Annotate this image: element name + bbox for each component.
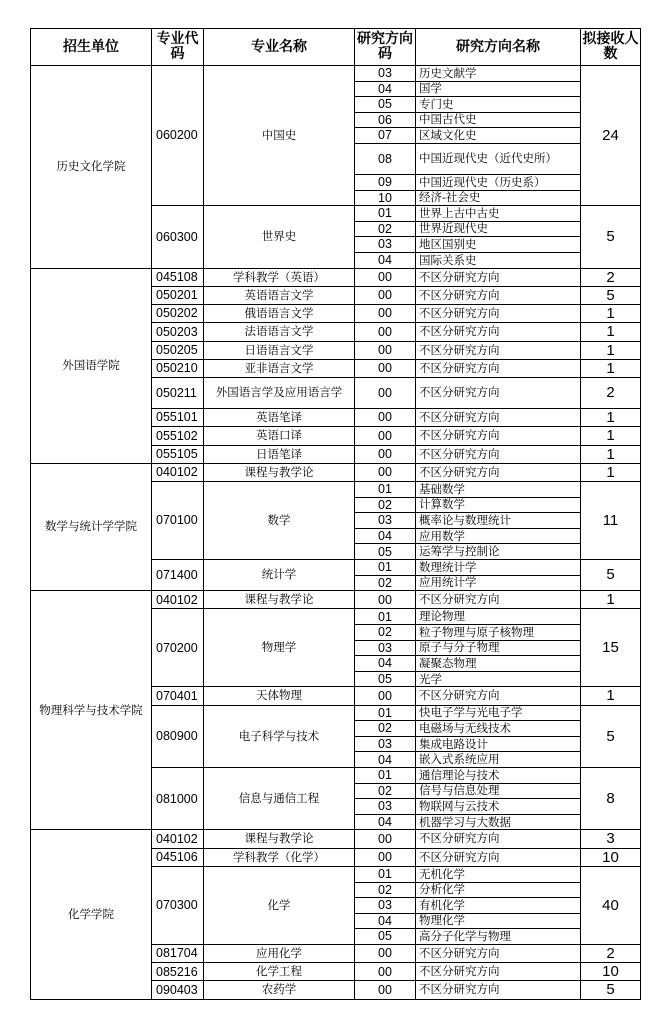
major-name: 应用化学 xyxy=(204,944,355,962)
direction-code: 00 xyxy=(355,409,416,427)
major-name: 数学 xyxy=(204,482,355,560)
quota-value: 10 xyxy=(581,963,641,981)
direction-code: 00 xyxy=(355,268,416,286)
direction-name: 信号与信息处理 xyxy=(416,783,581,799)
major-name: 电子科学与技术 xyxy=(204,705,355,767)
major-code: 040102 xyxy=(152,591,204,609)
direction-name: 嵌入式系统应用 xyxy=(416,752,581,768)
direction-code: 02 xyxy=(355,882,416,898)
direction-name: 不区分研究方向 xyxy=(416,687,581,705)
quota-value: 2 xyxy=(581,944,641,962)
direction-code: 00 xyxy=(355,445,416,463)
direction-name: 不区分研究方向 xyxy=(416,305,581,323)
major-code: 070200 xyxy=(152,609,204,687)
major-code: 050211 xyxy=(152,378,204,409)
direction-code: 01 xyxy=(355,705,416,721)
header-direction-name: 研究方向名称 xyxy=(416,29,581,66)
table-row xyxy=(31,268,641,286)
direction-name: 应用统计学 xyxy=(416,575,581,591)
direction-name: 不区分研究方向 xyxy=(416,359,581,377)
direction-name: 集成电路设计 xyxy=(416,736,581,752)
direction-name: 不区分研究方向 xyxy=(416,944,581,962)
major-name: 俄语语言文学 xyxy=(204,305,355,323)
major-name: 学科教学（英语） xyxy=(204,268,355,286)
header-major-code: 专业代码 xyxy=(152,29,204,66)
direction-code: 01 xyxy=(355,560,416,576)
direction-name: 基础数学 xyxy=(416,482,581,498)
major-name: 统计学 xyxy=(204,560,355,591)
major-name: 英语口译 xyxy=(204,427,355,445)
direction-name: 光学 xyxy=(416,671,581,687)
direction-name: 不区分研究方向 xyxy=(416,268,581,286)
direction-code: 08 xyxy=(355,143,416,174)
table-row xyxy=(31,591,641,609)
quota-value: 5 xyxy=(581,981,641,999)
direction-code: 01 xyxy=(355,768,416,784)
major-name: 课程与教学论 xyxy=(204,591,355,609)
header-direction-code: 研究方向码 xyxy=(355,29,416,66)
quota-value: 24 xyxy=(581,66,641,206)
direction-name: 国学 xyxy=(416,81,581,97)
direction-name: 区域文化史 xyxy=(416,128,581,144)
direction-name: 不区分研究方向 xyxy=(416,286,581,304)
table-row xyxy=(31,830,641,848)
direction-name: 专门史 xyxy=(416,97,581,113)
direction-code: 00 xyxy=(355,341,416,359)
quota-value: 10 xyxy=(581,848,641,866)
major-name: 化学工程 xyxy=(204,963,355,981)
quota-value: 15 xyxy=(581,609,641,687)
direction-name: 无机化学 xyxy=(416,866,581,882)
direction-name: 机器学习与大数据 xyxy=(416,814,581,830)
direction-name: 应用数学 xyxy=(416,528,581,544)
direction-code: 03 xyxy=(355,66,416,82)
direction-code: 02 xyxy=(355,721,416,737)
direction-code: 03 xyxy=(355,736,416,752)
direction-name: 计算数学 xyxy=(416,497,581,513)
major-code: 040102 xyxy=(152,463,204,481)
major-name: 亚非语言文学 xyxy=(204,359,355,377)
direction-code: 00 xyxy=(355,286,416,304)
quota-value: 1 xyxy=(581,591,641,609)
direction-code: 05 xyxy=(355,97,416,113)
direction-name: 不区分研究方向 xyxy=(416,830,581,848)
direction-code: 01 xyxy=(355,609,416,625)
major-code: 060200 xyxy=(152,66,204,206)
direction-code: 03 xyxy=(355,513,416,529)
direction-code: 01 xyxy=(355,482,416,498)
table-body xyxy=(31,66,641,1000)
quota-value: 1 xyxy=(581,445,641,463)
direction-name: 中国古代史 xyxy=(416,112,581,128)
direction-code: 04 xyxy=(355,528,416,544)
major-name: 课程与教学论 xyxy=(204,463,355,481)
quota-value: 1 xyxy=(581,341,641,359)
direction-code: 00 xyxy=(355,687,416,705)
quota-value: 40 xyxy=(581,866,641,944)
direction-code: 05 xyxy=(355,544,416,560)
direction-code: 05 xyxy=(355,671,416,687)
major-name: 日语语言文学 xyxy=(204,341,355,359)
quota-value: 11 xyxy=(581,482,641,560)
major-code: 085216 xyxy=(152,963,204,981)
major-code: 050201 xyxy=(152,286,204,304)
table-row xyxy=(31,463,641,481)
direction-code: 06 xyxy=(355,112,416,128)
direction-code: 04 xyxy=(355,656,416,672)
direction-code: 02 xyxy=(355,625,416,641)
header-quota: 拟接收人数 xyxy=(581,29,641,66)
direction-name: 概率论与数理统计 xyxy=(416,513,581,529)
direction-code: 00 xyxy=(355,323,416,341)
major-name: 天体物理 xyxy=(204,687,355,705)
direction-code: 02 xyxy=(355,221,416,237)
direction-name: 世界近现代史 xyxy=(416,221,581,237)
direction-name: 不区分研究方向 xyxy=(416,378,581,409)
unit-name: 化学学院 xyxy=(31,830,152,999)
quota-value: 5 xyxy=(581,560,641,591)
quota-value: 1 xyxy=(581,687,641,705)
direction-code: 02 xyxy=(355,783,416,799)
direction-name: 历史文献学 xyxy=(416,66,581,82)
direction-code: 00 xyxy=(355,944,416,962)
direction-code: 05 xyxy=(355,929,416,945)
quota-value: 1 xyxy=(581,323,641,341)
direction-code: 00 xyxy=(355,963,416,981)
major-code: 055102 xyxy=(152,427,204,445)
quota-value: 2 xyxy=(581,268,641,286)
major-code: 070300 xyxy=(152,866,204,944)
major-code: 090403 xyxy=(152,981,204,999)
direction-name: 物联网与云技术 xyxy=(416,799,581,815)
quota-value: 1 xyxy=(581,463,641,481)
direction-code: 04 xyxy=(355,814,416,830)
quota-value: 5 xyxy=(581,286,641,304)
quota-value: 5 xyxy=(581,206,641,268)
direction-name: 经济-社会史 xyxy=(416,190,581,206)
direction-name: 凝聚态物理 xyxy=(416,656,581,672)
major-name: 课程与教学论 xyxy=(204,830,355,848)
major-name: 化学 xyxy=(204,866,355,944)
direction-name: 中国近现代史（历史系） xyxy=(416,174,581,190)
direction-name: 粒子物理与原子核物理 xyxy=(416,625,581,641)
table-row xyxy=(31,66,641,82)
direction-code: 09 xyxy=(355,174,416,190)
major-code: 045106 xyxy=(152,848,204,866)
header-major-name: 专业名称 xyxy=(204,29,355,66)
major-name: 中国史 xyxy=(204,66,355,206)
unit-name: 历史文化学院 xyxy=(31,66,152,269)
major-name: 英语笔译 xyxy=(204,409,355,427)
unit-name: 外国语学院 xyxy=(31,268,152,463)
direction-name: 不区分研究方向 xyxy=(416,427,581,445)
direction-name: 运筹学与控制论 xyxy=(416,544,581,560)
direction-code: 03 xyxy=(355,898,416,914)
direction-name: 不区分研究方向 xyxy=(416,409,581,427)
quota-value: 8 xyxy=(581,768,641,830)
direction-name: 数理统计学 xyxy=(416,560,581,576)
major-code: 070401 xyxy=(152,687,204,705)
major-name: 学科教学（化学） xyxy=(204,848,355,866)
direction-code: 00 xyxy=(355,359,416,377)
direction-code: 03 xyxy=(355,640,416,656)
direction-code: 00 xyxy=(355,427,416,445)
major-name: 农药学 xyxy=(204,981,355,999)
quota-value: 1 xyxy=(581,305,641,323)
direction-code: 10 xyxy=(355,190,416,206)
direction-code: 01 xyxy=(355,866,416,882)
direction-name: 不区分研究方向 xyxy=(416,591,581,609)
direction-code: 00 xyxy=(355,981,416,999)
major-code: 045108 xyxy=(152,268,204,286)
direction-code: 00 xyxy=(355,591,416,609)
unit-name: 物理科学与技术学院 xyxy=(31,591,152,830)
direction-name: 不区分研究方向 xyxy=(416,463,581,481)
direction-name: 不区分研究方向 xyxy=(416,848,581,866)
direction-name: 不区分研究方向 xyxy=(416,445,581,463)
direction-code: 00 xyxy=(355,830,416,848)
major-name: 法语语言文学 xyxy=(204,323,355,341)
direction-code: 02 xyxy=(355,575,416,591)
direction-code: 04 xyxy=(355,752,416,768)
major-code: 040102 xyxy=(152,830,204,848)
direction-code: 00 xyxy=(355,305,416,323)
header-row xyxy=(31,29,641,66)
direction-code: 04 xyxy=(355,81,416,97)
major-name: 外国语言学及应用语言学 xyxy=(204,378,355,409)
direction-name: 物理化学 xyxy=(416,913,581,929)
direction-code: 04 xyxy=(355,252,416,268)
direction-name: 通信理论与技术 xyxy=(416,768,581,784)
quota-value: 5 xyxy=(581,705,641,767)
quota-value: 1 xyxy=(581,359,641,377)
direction-name: 世界上古中古史 xyxy=(416,206,581,222)
major-code: 050205 xyxy=(152,341,204,359)
direction-code: 00 xyxy=(355,848,416,866)
admissions-table xyxy=(30,28,641,1000)
direction-name: 高分子化学与物理 xyxy=(416,929,581,945)
direction-code: 00 xyxy=(355,463,416,481)
major-code: 050202 xyxy=(152,305,204,323)
major-name: 信息与通信工程 xyxy=(204,768,355,830)
quota-value: 2 xyxy=(581,378,641,409)
unit-name: 数学与统计学学院 xyxy=(31,463,152,590)
quota-value: 1 xyxy=(581,409,641,427)
major-code: 055105 xyxy=(152,445,204,463)
major-code: 050210 xyxy=(152,359,204,377)
direction-name: 不区分研究方向 xyxy=(416,341,581,359)
direction-code: 00 xyxy=(355,378,416,409)
direction-name: 有机化学 xyxy=(416,898,581,914)
direction-name: 国际关系史 xyxy=(416,252,581,268)
direction-name: 不区分研究方向 xyxy=(416,963,581,981)
major-code: 080900 xyxy=(152,705,204,767)
direction-name: 理论物理 xyxy=(416,609,581,625)
direction-code: 04 xyxy=(355,913,416,929)
quota-value: 3 xyxy=(581,830,641,848)
major-name: 物理学 xyxy=(204,609,355,687)
direction-code: 03 xyxy=(355,237,416,253)
major-code: 081000 xyxy=(152,768,204,830)
direction-name: 原子与分子物理 xyxy=(416,640,581,656)
major-name: 英语语言文学 xyxy=(204,286,355,304)
direction-name: 地区国别史 xyxy=(416,237,581,253)
direction-name: 电磁场与无线技术 xyxy=(416,721,581,737)
major-code: 060300 xyxy=(152,206,204,268)
direction-code: 03 xyxy=(355,799,416,815)
direction-code: 07 xyxy=(355,128,416,144)
direction-name: 快电子学与光电子学 xyxy=(416,705,581,721)
header-unit: 招生单位 xyxy=(31,29,152,66)
direction-name: 不区分研究方向 xyxy=(416,981,581,999)
direction-name: 不区分研究方向 xyxy=(416,323,581,341)
direction-name: 中国近现代史（近代史所） xyxy=(416,143,581,174)
direction-code: 02 xyxy=(355,497,416,513)
direction-name: 分析化学 xyxy=(416,882,581,898)
major-code: 070100 xyxy=(152,482,204,560)
major-name: 日语笔译 xyxy=(204,445,355,463)
major-code: 081704 xyxy=(152,944,204,962)
major-code: 050203 xyxy=(152,323,204,341)
direction-code: 01 xyxy=(355,206,416,222)
major-code: 071400 xyxy=(152,560,204,591)
major-code: 055101 xyxy=(152,409,204,427)
major-name: 世界史 xyxy=(204,206,355,268)
quota-value: 1 xyxy=(581,427,641,445)
